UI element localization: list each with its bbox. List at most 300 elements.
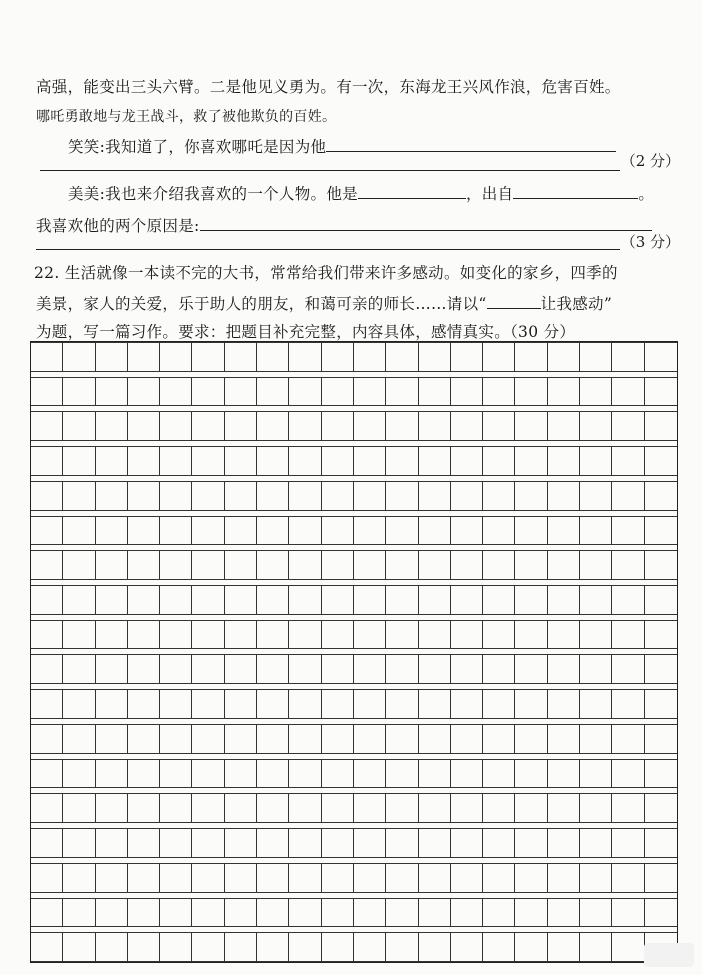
grid-cell[interactable] — [386, 585, 418, 615]
grid-cell[interactable] — [128, 342, 160, 372]
grid-cell[interactable] — [451, 481, 483, 511]
grid-cell[interactable] — [419, 898, 451, 928]
grid-cell[interactable] — [96, 759, 128, 789]
grid-cell[interactable] — [289, 446, 321, 476]
grid-cell[interactable] — [257, 620, 289, 650]
grid-cell[interactable] — [31, 481, 63, 511]
grid-cell[interactable] — [645, 550, 677, 580]
grid-cell[interactable] — [192, 411, 224, 441]
grid-cell[interactable] — [451, 898, 483, 928]
grid-cell[interactable] — [548, 620, 580, 650]
grid-cell[interactable] — [580, 828, 612, 858]
grid-cell[interactable] — [192, 898, 224, 928]
grid-cell[interactable] — [192, 759, 224, 789]
grid-cell[interactable] — [612, 828, 644, 858]
grid-cell[interactable] — [63, 689, 95, 719]
grid-cell[interactable] — [580, 585, 612, 615]
grid-cell[interactable] — [354, 620, 386, 650]
grid-cell[interactable] — [548, 759, 580, 789]
grid-cell[interactable] — [160, 654, 192, 684]
grid-cell[interactable] — [354, 828, 386, 858]
grid-cell[interactable] — [257, 516, 289, 546]
grid-cell[interactable] — [612, 793, 644, 823]
grid-cell[interactable] — [515, 620, 547, 650]
grid-cell[interactable] — [548, 446, 580, 476]
grid-cell[interactable] — [483, 689, 515, 719]
grid-cell[interactable] — [96, 724, 128, 754]
grid-cell[interactable] — [63, 654, 95, 684]
grid-cell[interactable] — [483, 446, 515, 476]
grid-cell[interactable] — [192, 932, 224, 962]
grid-cell[interactable] — [612, 516, 644, 546]
grid-cell[interactable] — [63, 898, 95, 928]
grid-cell[interactable] — [257, 863, 289, 893]
grid-cell[interactable] — [645, 481, 677, 511]
grid-cell[interactable] — [257, 898, 289, 928]
grid-cell[interactable] — [419, 759, 451, 789]
grid-cell[interactable] — [257, 481, 289, 511]
grid-cell[interactable] — [31, 516, 63, 546]
grid-cell[interactable] — [63, 932, 95, 962]
grid-cell[interactable] — [31, 654, 63, 684]
grid-cell[interactable] — [289, 793, 321, 823]
grid-cell[interactable] — [419, 724, 451, 754]
grid-cell[interactable] — [322, 516, 354, 546]
grid-cell[interactable] — [31, 793, 63, 823]
grid-cell[interactable] — [63, 828, 95, 858]
grid-cell[interactable] — [645, 654, 677, 684]
grid-cell[interactable] — [192, 516, 224, 546]
grid-cell[interactable] — [612, 585, 644, 615]
grid-cell[interactable] — [128, 793, 160, 823]
grid-cell[interactable] — [548, 898, 580, 928]
grid-cell[interactable] — [386, 342, 418, 372]
grid-cell[interactable] — [192, 654, 224, 684]
grid-cell[interactable] — [645, 828, 677, 858]
grid-cell[interactable] — [548, 377, 580, 407]
grid-cell[interactable] — [225, 898, 257, 928]
grid-cell[interactable] — [225, 411, 257, 441]
grid-cell[interactable] — [128, 550, 160, 580]
grid-cell[interactable] — [31, 550, 63, 580]
grid-cell[interactable] — [483, 828, 515, 858]
grid-cell[interactable] — [419, 481, 451, 511]
grid-cell[interactable] — [31, 724, 63, 754]
grid-cell[interactable] — [31, 689, 63, 719]
grid-cell[interactable] — [580, 411, 612, 441]
grid-cell[interactable] — [515, 516, 547, 546]
grid-cell[interactable] — [322, 793, 354, 823]
grid-cell[interactable] — [548, 689, 580, 719]
grid-cell[interactable] — [257, 342, 289, 372]
grid-cell[interactable] — [645, 793, 677, 823]
grid-cell[interactable] — [483, 481, 515, 511]
grid-cell[interactable] — [515, 481, 547, 511]
grid-cell[interactable] — [451, 932, 483, 962]
grid-cell[interactable] — [419, 550, 451, 580]
grid-cell[interactable] — [289, 411, 321, 441]
grid-cell[interactable] — [419, 654, 451, 684]
grid-cell[interactable] — [160, 898, 192, 928]
grid-cell[interactable] — [645, 863, 677, 893]
grid-cell[interactable] — [257, 411, 289, 441]
grid-cell[interactable] — [96, 793, 128, 823]
grid-cell[interactable] — [225, 932, 257, 962]
grid-cell[interactable] — [354, 724, 386, 754]
grid-cell[interactable] — [419, 932, 451, 962]
grid-cell[interactable] — [257, 550, 289, 580]
grid-cell[interactable] — [225, 759, 257, 789]
grid-cell[interactable] — [645, 620, 677, 650]
grid-cell[interactable] — [451, 828, 483, 858]
grid-cell[interactable] — [451, 516, 483, 546]
grid-cell[interactable] — [96, 932, 128, 962]
grid-cell[interactable] — [160, 446, 192, 476]
grid-cell[interactable] — [63, 620, 95, 650]
grid-cell[interactable] — [160, 377, 192, 407]
grid-cell[interactable] — [289, 585, 321, 615]
grid-cell[interactable] — [225, 446, 257, 476]
grid-cell[interactable] — [192, 377, 224, 407]
grid-cell[interactable] — [322, 411, 354, 441]
grid-cell[interactable] — [31, 342, 63, 372]
grid-cell[interactable] — [63, 724, 95, 754]
grid-cell[interactable] — [257, 585, 289, 615]
grid-cell[interactable] — [160, 863, 192, 893]
grid-cell[interactable] — [128, 724, 160, 754]
grid-cell[interactable] — [225, 342, 257, 372]
grid-cell[interactable] — [160, 793, 192, 823]
grid-cell[interactable] — [645, 411, 677, 441]
grid-cell[interactable] — [160, 724, 192, 754]
grid-cell[interactable] — [612, 550, 644, 580]
grid-cell[interactable] — [612, 620, 644, 650]
grid-cell[interactable] — [225, 516, 257, 546]
grid-cell[interactable] — [289, 932, 321, 962]
grid-cell[interactable] — [515, 342, 547, 372]
grid-cell[interactable] — [645, 377, 677, 407]
grid-cell[interactable] — [160, 620, 192, 650]
grid-cell[interactable] — [645, 724, 677, 754]
grid-cell[interactable] — [354, 342, 386, 372]
grid-cell[interactable] — [160, 585, 192, 615]
grid-cell[interactable] — [289, 654, 321, 684]
grid-cell[interactable] — [548, 932, 580, 962]
grid-cell[interactable] — [580, 654, 612, 684]
grid-cell[interactable] — [548, 828, 580, 858]
grid-cell[interactable] — [322, 481, 354, 511]
grid-cell[interactable] — [419, 446, 451, 476]
grid-cell[interactable] — [548, 585, 580, 615]
grid-cell[interactable] — [515, 446, 547, 476]
grid-cell[interactable] — [483, 759, 515, 789]
grid-cell[interactable] — [451, 411, 483, 441]
grid-cell[interactable] — [451, 724, 483, 754]
grid-cell[interactable] — [451, 377, 483, 407]
grid-cell[interactable] — [483, 932, 515, 962]
grid-cell[interactable] — [515, 898, 547, 928]
grid-cell[interactable] — [612, 724, 644, 754]
grid-cell[interactable] — [322, 828, 354, 858]
grid-cell[interactable] — [257, 793, 289, 823]
grid-cell[interactable] — [192, 724, 224, 754]
grid-cell[interactable] — [96, 828, 128, 858]
grid-cell[interactable] — [515, 654, 547, 684]
grid-cell[interactable] — [225, 620, 257, 650]
grid-cell[interactable] — [322, 898, 354, 928]
grid-cell[interactable] — [645, 516, 677, 546]
grid-cell[interactable] — [96, 689, 128, 719]
grid-cell[interactable] — [289, 481, 321, 511]
grid-cell[interactable] — [515, 759, 547, 789]
grid-cell[interactable] — [354, 550, 386, 580]
grid-cell[interactable] — [257, 377, 289, 407]
grid-cell[interactable] — [96, 411, 128, 441]
grid-cell[interactable] — [386, 828, 418, 858]
grid-cell[interactable] — [225, 481, 257, 511]
grid-cell[interactable] — [645, 689, 677, 719]
grid-cell[interactable] — [257, 724, 289, 754]
grid-cell[interactable] — [419, 620, 451, 650]
grid-cell[interactable] — [289, 377, 321, 407]
grid-cell[interactable] — [128, 932, 160, 962]
grid-cell[interactable] — [31, 759, 63, 789]
grid-cell[interactable] — [451, 689, 483, 719]
grid-cell[interactable] — [612, 446, 644, 476]
grid-cell[interactable] — [289, 550, 321, 580]
grid-cell[interactable] — [419, 516, 451, 546]
grid-cell[interactable] — [645, 342, 677, 372]
grid-cell[interactable] — [63, 550, 95, 580]
grid-cell[interactable] — [483, 411, 515, 441]
grid-cell[interactable] — [612, 654, 644, 684]
grid-cell[interactable] — [128, 689, 160, 719]
grid-cell[interactable] — [451, 342, 483, 372]
grid-cell[interactable] — [580, 342, 612, 372]
grid-cell[interactable] — [483, 654, 515, 684]
grid-cell[interactable] — [128, 516, 160, 546]
grid-cell[interactable] — [386, 377, 418, 407]
grid-cell[interactable] — [515, 689, 547, 719]
grid-cell[interactable] — [548, 411, 580, 441]
grid-cell[interactable] — [451, 654, 483, 684]
grid-cell[interactable] — [63, 516, 95, 546]
grid-cell[interactable] — [192, 446, 224, 476]
grid-cell[interactable] — [451, 863, 483, 893]
grid-cell[interactable] — [483, 585, 515, 615]
grid-cell[interactable] — [289, 724, 321, 754]
grid-cell[interactable] — [386, 898, 418, 928]
title-blank[interactable] — [487, 292, 541, 309]
grid-cell[interactable] — [580, 724, 612, 754]
essay-writing-grid[interactable] — [30, 341, 678, 963]
grid-cell[interactable] — [515, 932, 547, 962]
grid-cell[interactable] — [289, 620, 321, 650]
grid-cell[interactable] — [257, 759, 289, 789]
grid-cell[interactable] — [128, 377, 160, 407]
grid-cell[interactable] — [225, 377, 257, 407]
grid-cell[interactable] — [419, 411, 451, 441]
grid-cell[interactable] — [192, 585, 224, 615]
grid-cell[interactable] — [96, 585, 128, 615]
grid-cell[interactable] — [354, 516, 386, 546]
grid-cell[interactable] — [645, 446, 677, 476]
grid-cell[interactable] — [63, 793, 95, 823]
grid-cell[interactable] — [386, 863, 418, 893]
grid-cell[interactable] — [548, 863, 580, 893]
grid-cell[interactable] — [580, 620, 612, 650]
grid-cell[interactable] — [160, 342, 192, 372]
grid-cell[interactable] — [612, 863, 644, 893]
grid-cell[interactable] — [612, 481, 644, 511]
grid-cell[interactable] — [160, 932, 192, 962]
grid-cell[interactable] — [128, 446, 160, 476]
grid-cell[interactable] — [451, 585, 483, 615]
grid-cell[interactable] — [225, 585, 257, 615]
grid-cell[interactable] — [322, 932, 354, 962]
grid-cell[interactable] — [63, 481, 95, 511]
grid-cell[interactable] — [386, 724, 418, 754]
grid-cell[interactable] — [354, 793, 386, 823]
grid-cell[interactable] — [225, 654, 257, 684]
grid-cell[interactable] — [192, 481, 224, 511]
grid-cell[interactable] — [612, 759, 644, 789]
grid-cell[interactable] — [515, 724, 547, 754]
grid-cell[interactable] — [128, 654, 160, 684]
grid-cell[interactable] — [31, 585, 63, 615]
grid-cell[interactable] — [63, 759, 95, 789]
grid-cell[interactable] — [354, 863, 386, 893]
grid-cell[interactable] — [63, 446, 95, 476]
grid-cell[interactable] — [31, 620, 63, 650]
grid-cell[interactable] — [451, 620, 483, 650]
grid-cell[interactable] — [63, 585, 95, 615]
grid-cell[interactable] — [289, 516, 321, 546]
grid-cell[interactable] — [580, 932, 612, 962]
grid-cell[interactable] — [96, 481, 128, 511]
grid-cell[interactable] — [354, 689, 386, 719]
grid-cell[interactable] — [160, 689, 192, 719]
grid-cell[interactable] — [322, 342, 354, 372]
grid-cell[interactable] — [128, 620, 160, 650]
grid-cell[interactable] — [451, 550, 483, 580]
grid-cell[interactable] — [257, 446, 289, 476]
grid-cell[interactable] — [451, 759, 483, 789]
grid-cell[interactable] — [386, 620, 418, 650]
grid-cell[interactable] — [483, 550, 515, 580]
grid-cell[interactable] — [160, 759, 192, 789]
grid-cell[interactable] — [419, 585, 451, 615]
grid-cell[interactable] — [645, 898, 677, 928]
grid-cell[interactable] — [645, 759, 677, 789]
grid-cell[interactable] — [160, 550, 192, 580]
grid-cell[interactable] — [612, 898, 644, 928]
grid-cell[interactable] — [128, 585, 160, 615]
grid-cell[interactable] — [96, 342, 128, 372]
grid-cell[interactable] — [548, 481, 580, 511]
grid-cell[interactable] — [192, 863, 224, 893]
grid-cell[interactable] — [612, 932, 644, 962]
grid-cell[interactable] — [128, 481, 160, 511]
grid-cell[interactable] — [419, 793, 451, 823]
grid-cell[interactable] — [483, 342, 515, 372]
grid-cell[interactable] — [192, 620, 224, 650]
grid-cell[interactable] — [483, 793, 515, 823]
grid-cell[interactable] — [322, 377, 354, 407]
grid-cell[interactable] — [225, 724, 257, 754]
grid-cell[interactable] — [580, 481, 612, 511]
grid-cell[interactable] — [96, 620, 128, 650]
grid-cell[interactable] — [289, 759, 321, 789]
grid-cell[interactable] — [419, 689, 451, 719]
grid-cell[interactable] — [63, 377, 95, 407]
grid-cell[interactable] — [580, 446, 612, 476]
grid-cell[interactable] — [580, 898, 612, 928]
grid-cell[interactable] — [289, 863, 321, 893]
grid-cell[interactable] — [160, 516, 192, 546]
grid-cell[interactable] — [483, 724, 515, 754]
grid-cell[interactable] — [515, 550, 547, 580]
grid-cell[interactable] — [257, 828, 289, 858]
grid-cell[interactable] — [515, 411, 547, 441]
grid-cell[interactable] — [160, 411, 192, 441]
grid-cell[interactable] — [192, 550, 224, 580]
grid-cell[interactable] — [612, 377, 644, 407]
grid-cell[interactable] — [548, 342, 580, 372]
grid-cell[interactable] — [419, 863, 451, 893]
grid-cell[interactable] — [386, 481, 418, 511]
grid-cell[interactable] — [580, 793, 612, 823]
grid-cell[interactable] — [225, 863, 257, 893]
grid-cell[interactable] — [386, 516, 418, 546]
grid-cell[interactable] — [451, 793, 483, 823]
grid-cell[interactable] — [483, 516, 515, 546]
grid-cell[interactable] — [386, 932, 418, 962]
grid-cell[interactable] — [96, 550, 128, 580]
source-blank[interactable] — [513, 182, 638, 199]
grid-cell[interactable] — [128, 759, 160, 789]
grid-cell[interactable] — [580, 516, 612, 546]
grid-cell[interactable] — [548, 654, 580, 684]
grid-cell[interactable] — [322, 550, 354, 580]
grid-cell[interactable] — [63, 342, 95, 372]
grid-cell[interactable] — [96, 446, 128, 476]
grid-cell[interactable] — [225, 550, 257, 580]
grid-cell[interactable] — [483, 377, 515, 407]
grid-cell[interactable] — [548, 724, 580, 754]
grid-cell[interactable] — [354, 585, 386, 615]
grid-cell[interactable] — [257, 689, 289, 719]
grid-cell[interactable] — [419, 828, 451, 858]
grid-cell[interactable] — [257, 932, 289, 962]
grid-cell[interactable] — [515, 828, 547, 858]
grid-cell[interactable] — [548, 550, 580, 580]
grid-cell[interactable] — [63, 863, 95, 893]
grid-cell[interactable] — [322, 689, 354, 719]
grid-cell[interactable] — [580, 377, 612, 407]
grid-cell[interactable] — [289, 898, 321, 928]
person-blank[interactable] — [358, 182, 466, 199]
grid-cell[interactable] — [419, 342, 451, 372]
grid-cell[interactable] — [386, 550, 418, 580]
grid-cell[interactable] — [128, 828, 160, 858]
grid-cell[interactable] — [515, 863, 547, 893]
grid-cell[interactable] — [612, 689, 644, 719]
grid-cell[interactable] — [386, 759, 418, 789]
grid-cell[interactable] — [322, 863, 354, 893]
grid-cell[interactable] — [31, 377, 63, 407]
grid-cell[interactable] — [451, 446, 483, 476]
